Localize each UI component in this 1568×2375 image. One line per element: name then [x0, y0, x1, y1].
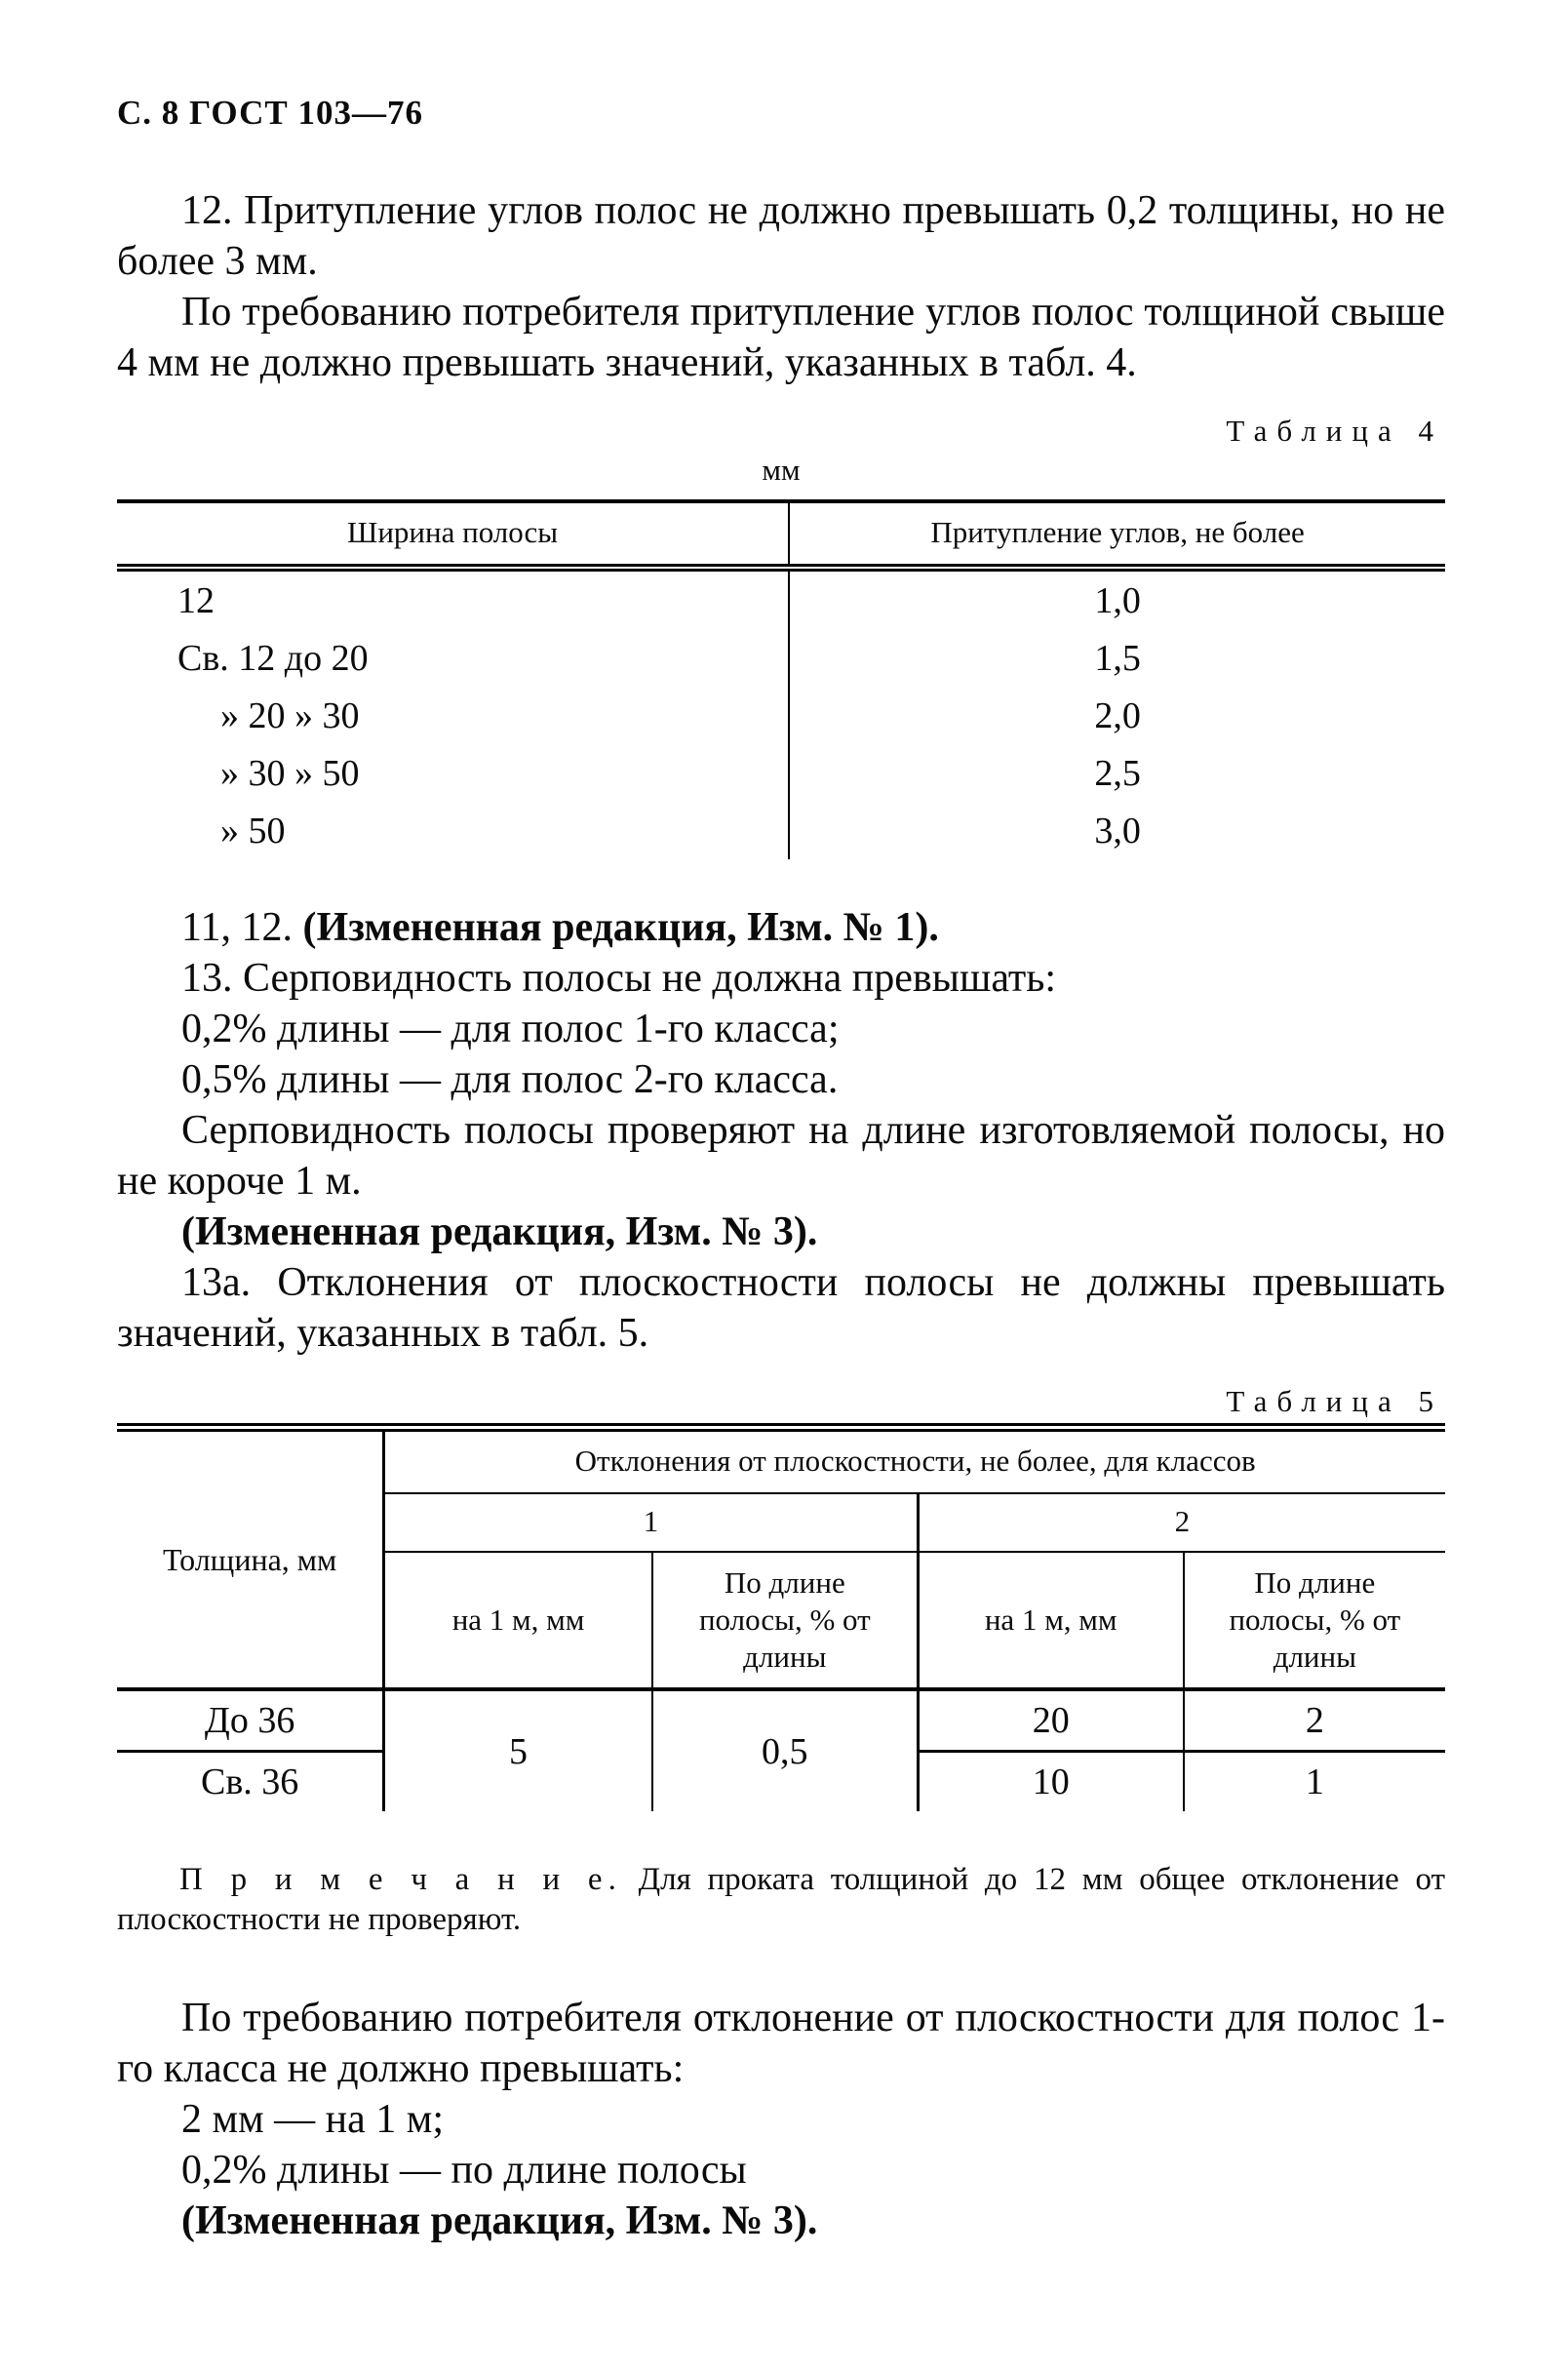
table5-subheader-per-m-class2: на 1 м, мм [918, 1552, 1183, 1689]
table4-row [117, 687, 1445, 744]
amendment-1-text: (Измененная редакция, Изм. № 1). [302, 905, 939, 950]
table4-width-cell: Св. 12 до 20 [117, 629, 789, 687]
note-label: П р и м е ч а н и е. [179, 1862, 622, 1897]
clause-13-class2-line: 0,5% длины — для полос 2-го класса. [181, 1057, 839, 1102]
amendment-1-paragraph [117, 902, 1445, 953]
amendment-3-paragraph-final: (Измененная редакция, Изм. № 3). [181, 2198, 818, 2243]
table5-class2-header: 2 [918, 1493, 1445, 1552]
clause-13-class1-line: 0,2% длины — для полос 1-го класса; [181, 1007, 840, 1051]
table5-group-header-row [117, 1428, 1445, 1494]
amendment-1-clauses: 11, 12. [181, 905, 303, 950]
table4-width-cell: 12 [117, 568, 789, 629]
note-paragraph [117, 1860, 1445, 1940]
table4-blunting-cell: 3,0 [1094, 810, 1141, 851]
table4-row [117, 802, 1445, 859]
table4-caption: Таблица 4 [1226, 414, 1443, 448]
table5-class2-per-length-cell: 1 [1305, 1761, 1324, 1802]
table5-class2-per-m-cell: 10 [918, 1752, 1183, 1812]
table4-blunting-cell: 1,5 [1094, 637, 1141, 679]
table5-class1-per-length-cell: 0,5 [652, 1689, 918, 1811]
table5-thickness-header: Толщина, мм [117, 1428, 384, 1690]
table5-class1-header: 1 [384, 1493, 919, 1552]
clause-13-paragraph: 13. Серповидность полосы не должна превышать: [181, 956, 1057, 1001]
clause-13-check-paragraph: Серповидность полосы проверяют на длине изготовляемой полосы, но не короче 1 м. [117, 1108, 1445, 1204]
table5-class2-per-length-cell: 2 [1184, 1689, 1445, 1752]
table5-thickness-cell: Св. 36 [117, 1752, 384, 1812]
table4-col-header-width: Ширина полосы [117, 501, 789, 568]
table4-row [117, 629, 1445, 687]
table4-width-cell: » 20 » 30 [117, 687, 789, 744]
note-text: Для проката толщиной до 12 мм общее отклонение от плоскостности не проверяют. [117, 1862, 1445, 1937]
table4-col-header-blunting: Притупление углов, не более [789, 501, 1445, 568]
table5-class1-per-m-cell: 5 [384, 1689, 652, 1811]
table4-blunting-cell: 2,5 [1094, 752, 1141, 794]
table5-subheader-per-m-class1: на 1 м, мм [384, 1552, 652, 1689]
clause-12-consumer-paragraph: По требованию потребителя притупление углов полос толщиной свыше 4 мм не должно превышать значений, указанных в табл. 4. [117, 290, 1445, 385]
clause-13a-paragraph: 13а. Отклонения от плоскостности полосы не должны превышать значений, указанных в табл. 5. [117, 1260, 1445, 1356]
table5-data-row [117, 1689, 1445, 1752]
clause-12-paragraph: 12. Притупление углов полос не должно превышать 0,2 толщины, но не более 3 мм. [117, 188, 1445, 284]
amendment-3-paragraph: (Измененная редакция, Изм. № 3). [181, 1209, 818, 1254]
table5 [117, 1423, 1445, 1811]
table4-width-cell: » 50 [117, 802, 789, 859]
closing-line-2mm: 2 мм — на 1 м; [181, 2097, 445, 2142]
table5-thickness-cell: До 36 [117, 1689, 384, 1752]
table4-width-cell: » 30 » 50 [117, 744, 789, 802]
table5-subheader-per-length-class2: По длине полосы, % от длины [1184, 1552, 1445, 1689]
table4-row [117, 744, 1445, 802]
table4 [117, 499, 1445, 859]
table4-row [117, 568, 1445, 629]
table5-group-header: Отклонения от плоскостности, не более, для классов [384, 1428, 1445, 1494]
table4-blunting-cell: 2,0 [1094, 694, 1141, 736]
closing-consumer-paragraph: По требованию потребителя отклонение от плоскостности для полос 1-го класса не должно превышать: [117, 1996, 1445, 2091]
table4-blunting-cell: 1,0 [1094, 579, 1141, 621]
table4-header-row [117, 501, 1445, 568]
table4-unit-label: мм [762, 453, 801, 487]
table5-subheader-per-length-class1: По длине полосы, % от длины [652, 1552, 918, 1689]
table5-caption: Таблица 5 [1226, 1384, 1443, 1418]
table5-class2-per-m-cell: 20 [918, 1689, 1183, 1752]
closing-line-02percent: 0,2% длины — по длине полосы [181, 2148, 747, 2193]
page-header: С. 8 ГОСТ 103—76 [117, 94, 423, 132]
